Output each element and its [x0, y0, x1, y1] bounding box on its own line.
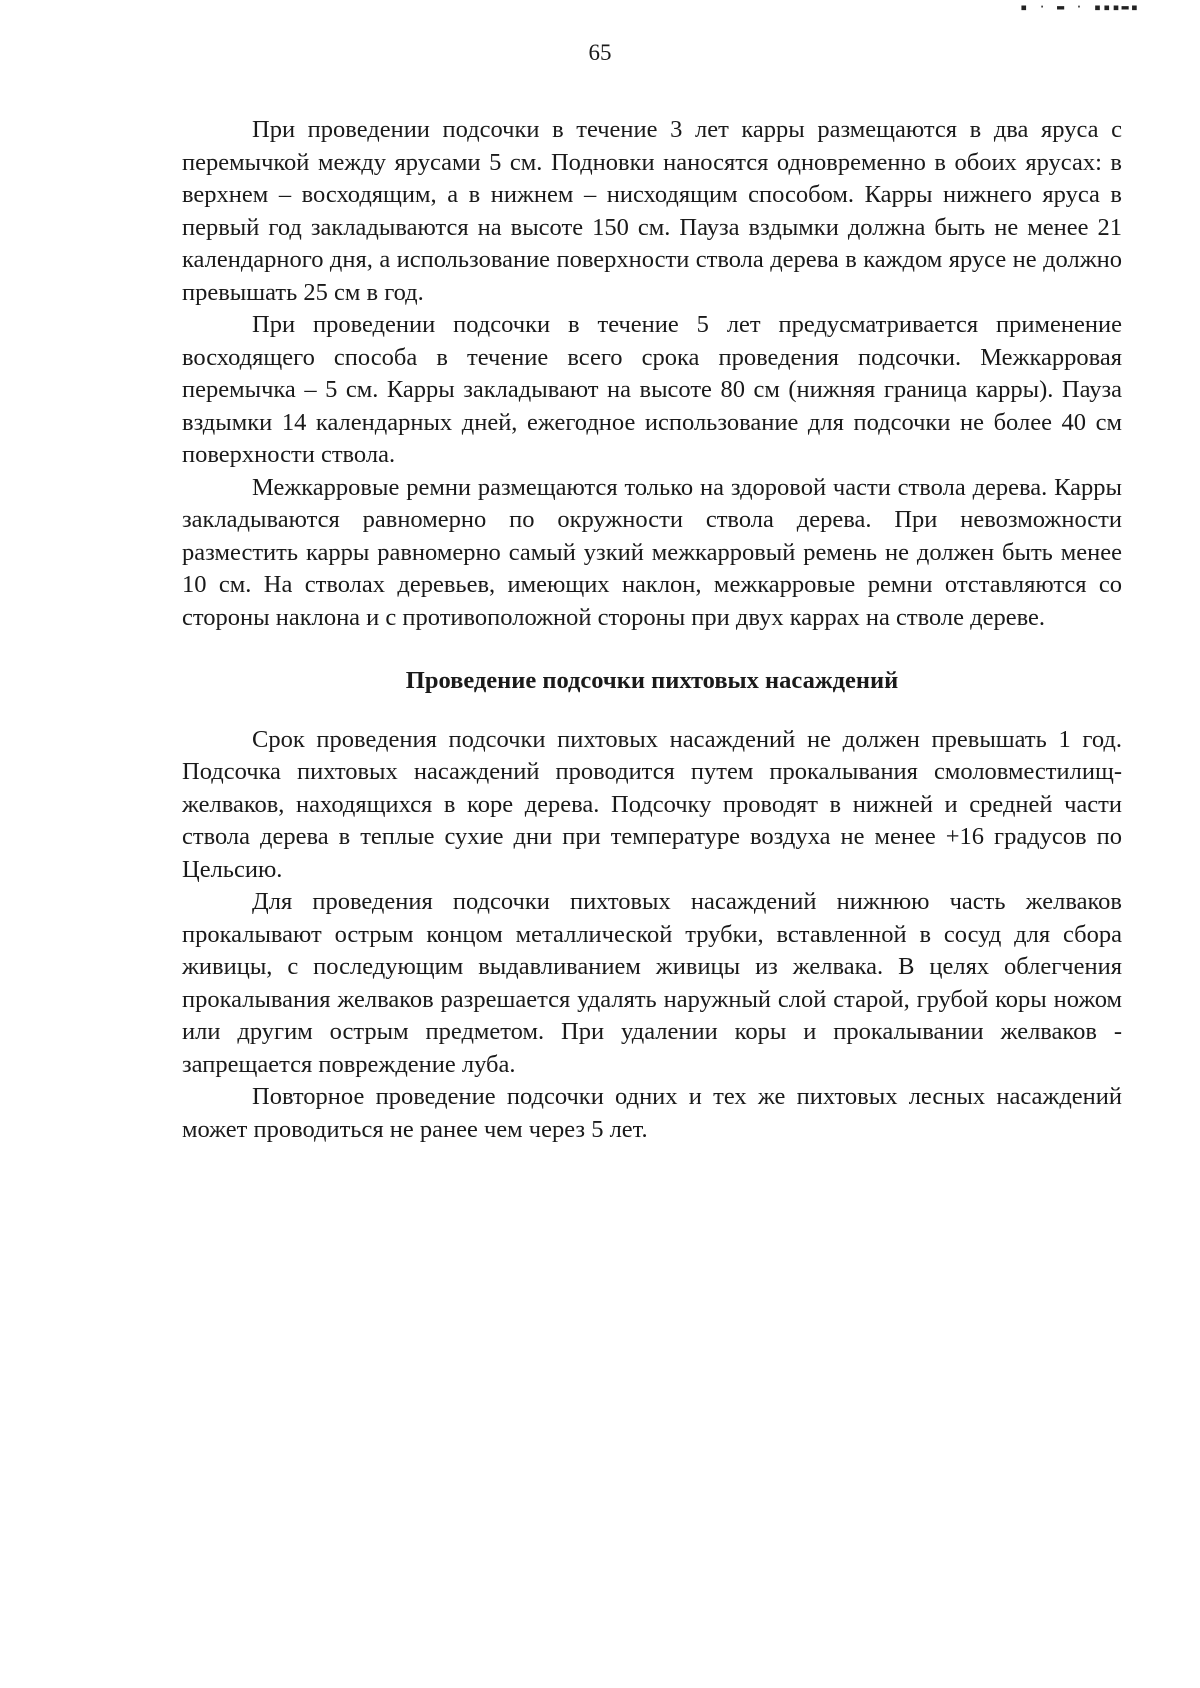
paragraph: При проведении подсочки в течение 5 лет предусматривается применение восходящего способа в течение всего срока проведения подсочки. Межкарровая перемычка – 5 см. Карры закладывают на высоте 80 см (нижняя граница карры). Пауза вздымки 14 календарных дней, ежегодное использование для подсочки не более 40 см поверхности ствола.	[182, 311, 1122, 468]
paragraph: При проведении подсочки в течение 3 лет карры размещаются в два яруса с перемычкой между ярусами 5 см. Подновки наносятся одновременно в обоих ярусах: в верхнем – восходящим, а в нижнем – нисходящим способом. Карры нижнего яруса в первый год закладываются на высоте 150 см. Пауза вздымки должна быть не менее 21 календарного дня, а использование поверхности ствола дерева в каждом ярусе не должно превышать 25 см в год.	[182, 116, 1122, 306]
paragraph: Повторное проведение подсочки одних и тех же пихтовых лесных насаждений может проводиться не ранее чем через 5 лет.	[182, 1083, 1122, 1143]
paragraph: Для проведения подсочки пихтовых насаждений нижнюю часть желваков прокалывают острым концом металлической трубки, вставленной в сосуд для сбора живицы, с последующим выдавливанием живицы из желвака. В целях облегчения прокалывания желваков разрешается удалять наружный слой старой, грубой коры ножом или другим острым предметом. При удалении коры и прокалывании желваков - запрещается повреждение луба.	[182, 888, 1122, 1078]
scan-artifact-marks: ▪ · ▬ · ▪▪▪▬▪	[1020, 0, 1140, 14]
document-body	[182, 114, 1122, 1146]
paragraph: Срок проведения подсочки пихтовых насаждений не должен превышать 1 год. Подсочка пихтовых насаждений проводится путем прокалывания смоловместилищ-желваков, находящихся в коре дерева. Подсочку проводят в нижней и средней части ствола дерева в теплые сухие дни при температуре воздуха не менее +16 градусов по Цельсию.	[182, 725, 1122, 883]
paragraph: Межкарровые ремни размещаются только на здоровой части ствола дерева. Карры закладываются равномерно по окружности ствола дерева. При невозможности разместить карры равномерно самый узкий межкарровый ремень не должен быть менее 10 см. На стволах деревьев, имеющих наклон, межкарровые ремни отставляются со стороны наклона и с противоположной стороны при двух каррах на стволе дереве.	[182, 473, 1122, 631]
section-heading: Проведение подсочки пихтовых насаждений	[405, 667, 899, 694]
page-number: 65	[588, 40, 612, 65]
